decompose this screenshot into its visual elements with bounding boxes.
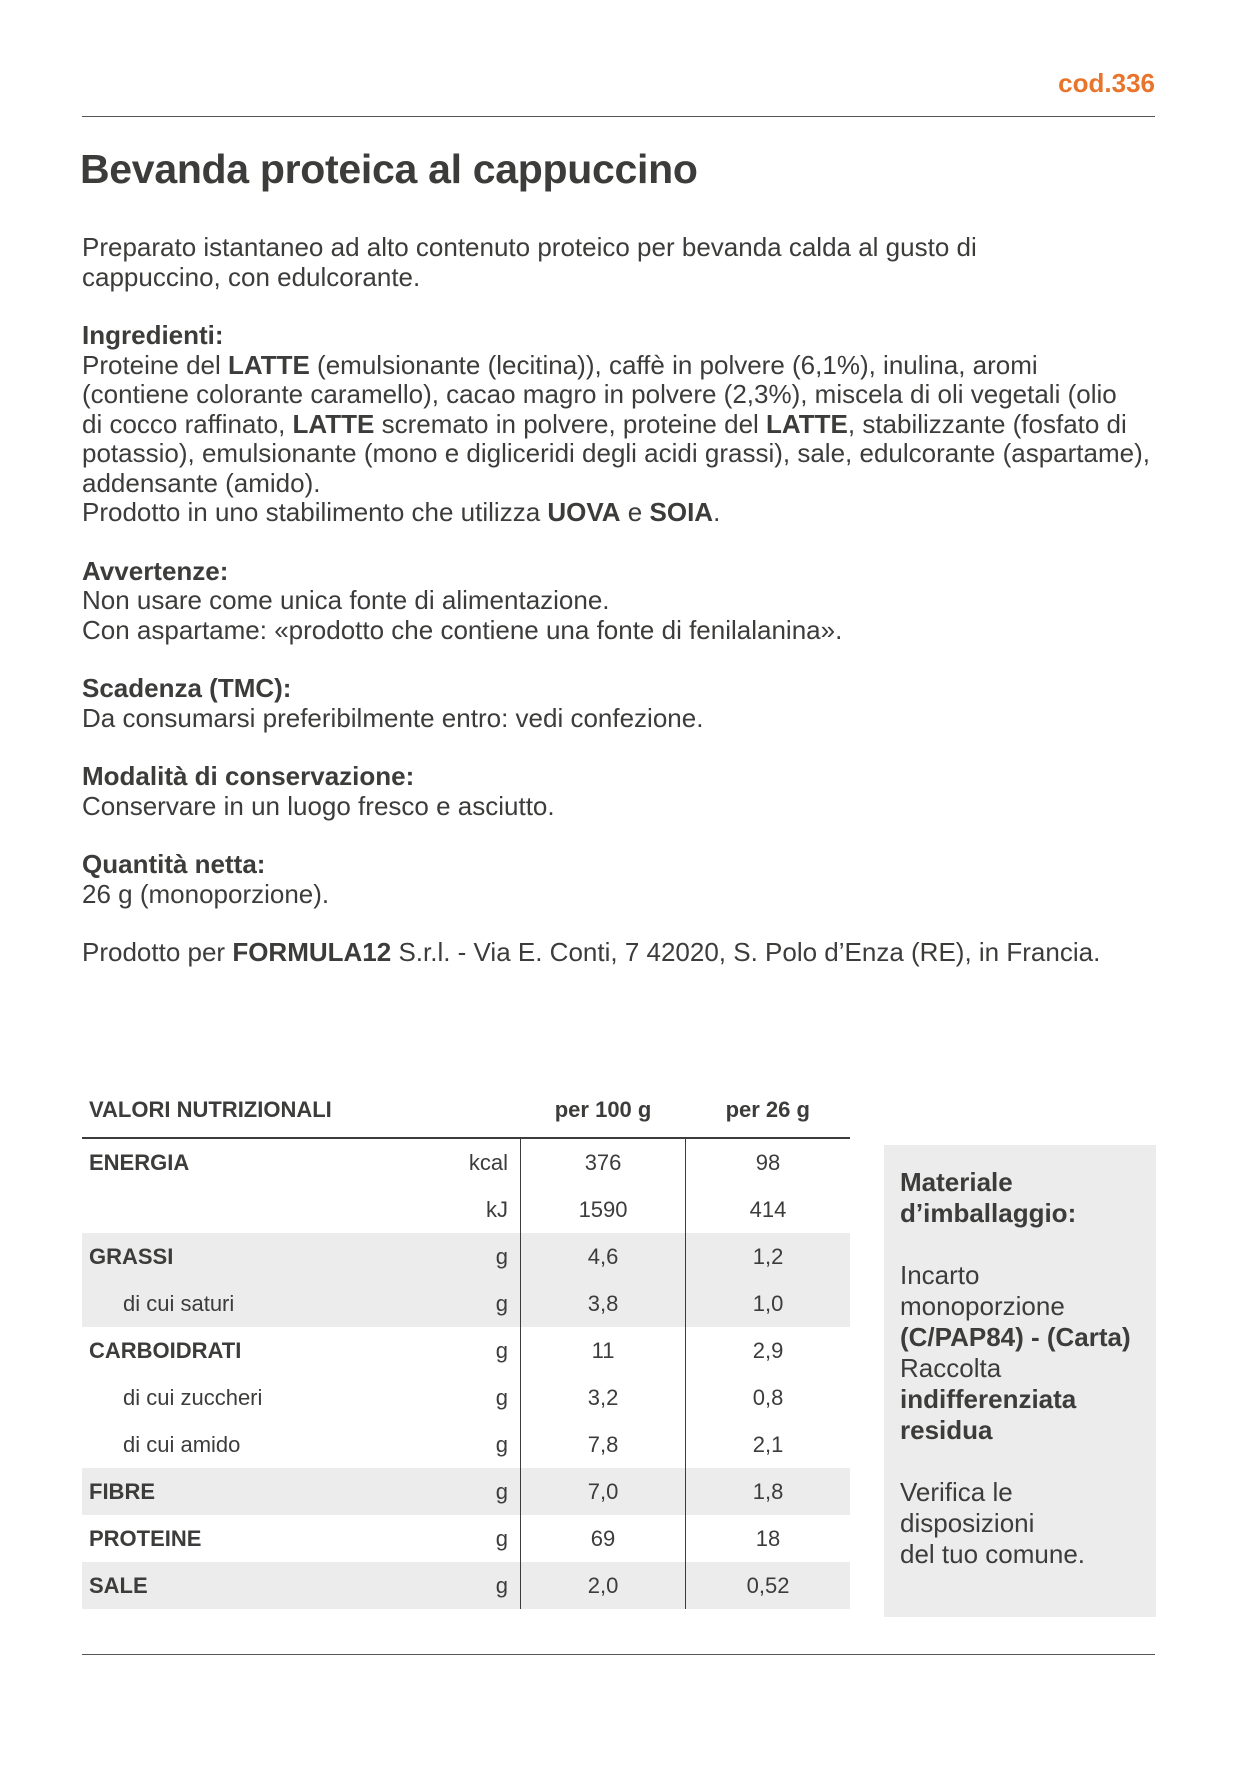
nutrient-unit: g	[451, 1280, 520, 1327]
nutrient-unit: g	[451, 1374, 520, 1421]
ingredients-line: di cocco raffinato, LATTE scremato in polvere, proteine del LATTE, stabilizzante (fosfato di	[82, 408, 1127, 439]
nutrient-value-26: 2,1	[752, 1431, 784, 1457]
table-row	[82, 1186, 850, 1233]
packaging-line: Verifica le	[900, 1477, 1013, 1507]
top-divider	[82, 116, 1155, 117]
quantity-heading: Quantità netta:	[82, 849, 266, 879]
packaging-title: Materiale	[900, 1167, 1013, 1197]
nutrient-value-26: 0,8	[752, 1384, 784, 1410]
allergen: LATTE	[766, 408, 848, 439]
packaging-line: monoporzione	[900, 1291, 1065, 1321]
nutrient-value-100: 7,0	[521, 1468, 686, 1515]
nutrition-header-name: VALORI NUTRIZIONALI	[89, 1097, 332, 1122]
nutrient-unit: g	[451, 1468, 520, 1515]
storage-text: Conservare in un luogo fresco e asciutto.	[82, 790, 555, 821]
nutrient-value-100: 376	[521, 1138, 686, 1186]
ingredients-line: Proteine del LATTE (emulsionante (lecitina)), caffè in polvere (6,1%), inulina, aromi	[82, 349, 1038, 380]
allergen: SOIA	[649, 497, 714, 527]
ingredients-line: (contiene colorante caramello), cacao magro in polvere (2,3%), miscela di oli vegetali (olio	[82, 379, 1117, 409]
nutrient-name: CARBOIDRATI	[89, 1337, 242, 1363]
packaging-line: residua	[900, 1415, 993, 1445]
nutrient-unit: g	[451, 1515, 520, 1562]
nutrient-unit: g	[451, 1327, 520, 1374]
table-row	[82, 1233, 850, 1280]
expiry-text: Da consumarsi preferibilmente entro: vedi confezione.	[82, 702, 704, 733]
producer-line: Prodotto per FORMULA12 S.r.l. - Via E. Conti, 7 42020, S. Polo d’Enza (RE), in Francia.	[82, 937, 1101, 967]
nutrient-value-100: 3,2	[521, 1374, 686, 1421]
storage-heading: Modalità di conservazione:	[82, 761, 415, 791]
table-row	[82, 1327, 850, 1374]
nutrient-value-26: 1,8	[686, 1468, 850, 1515]
expiry-heading: Scadenza (TMC):	[82, 673, 292, 703]
nutrition-header-per100: per 100 g	[554, 1097, 652, 1122]
nutrient-value-26: 1,0	[686, 1280, 850, 1327]
allergen: LATTE	[292, 408, 375, 439]
nutrient-value-100: 3,8	[521, 1280, 686, 1327]
packaging-line: Raccolta	[900, 1353, 1002, 1383]
allergen: LATTE	[227, 349, 310, 380]
packaging-line: Incarto	[900, 1260, 980, 1290]
nutrient-value-100: 7,8	[521, 1421, 686, 1468]
nutrient-name: SALE	[82, 1562, 451, 1609]
description-line: cappuccino, con edulcorante.	[82, 261, 421, 292]
nutrient-value-26: 2,9	[752, 1337, 784, 1363]
packaging-title: d’imballaggio:	[900, 1198, 1077, 1228]
producer-name: FORMULA12	[232, 937, 392, 967]
nutrient-value-26: 18	[755, 1525, 781, 1551]
allergen-notice: Prodotto in uno stabilimento che utilizza UOVA e SOIA.	[82, 497, 721, 527]
nutrient-name: ENERGIA	[82, 1138, 451, 1186]
nutrient-name: FIBRE	[82, 1468, 451, 1515]
table-row	[82, 1515, 850, 1562]
warning-line: Con aspartame: «prodotto che contiene una fonte di fenilalanina».	[82, 614, 843, 645]
quantity-text: 26 g (monoporzione).	[82, 878, 330, 909]
nutrient-unit: g	[451, 1562, 520, 1609]
table-row	[82, 1280, 850, 1327]
table-row	[82, 1562, 850, 1609]
nutrition-table	[82, 1097, 850, 1609]
nutrient-name: GRASSI	[82, 1233, 451, 1280]
product-info	[82, 233, 1162, 968]
nutrient-unit: kcal	[451, 1138, 520, 1186]
nutrient-name: di cui zuccheri	[123, 1384, 263, 1410]
nutrient-name: PROTEINE	[89, 1525, 202, 1551]
nutrient-name: di cui saturi	[82, 1280, 451, 1327]
packaging-line: del tuo comune.	[900, 1539, 1086, 1569]
table-row	[82, 1468, 850, 1515]
nutrient-unit: g	[451, 1421, 520, 1468]
nutrient-unit: kJ	[451, 1186, 520, 1233]
packaging-line: disposizioni	[900, 1508, 1035, 1538]
nutrient-value-100: 69	[521, 1515, 686, 1562]
table-row	[82, 1421, 850, 1468]
warning-line: Non usare come unica fonte di alimentazione.	[82, 585, 610, 615]
bottom-divider	[82, 1654, 1155, 1655]
nutrition-header-per26: per 26 g	[725, 1097, 810, 1122]
packaging-line: indifferenziata	[900, 1384, 1077, 1414]
nutrient-name	[82, 1186, 451, 1233]
nutrient-value-100: 1590	[521, 1186, 686, 1233]
nutrition-header-unit	[451, 1097, 520, 1138]
description-line: Preparato istantaneo ad alto contenuto proteico per bevanda calda al gusto di	[82, 232, 977, 262]
nutrient-name: di cui amido	[123, 1431, 241, 1457]
packaging-info-box	[884, 1145, 1156, 1617]
nutrition-header	[82, 1097, 850, 1138]
ingredients-line: addensante (amido).	[82, 467, 321, 498]
nutrient-value-100: 11	[521, 1327, 686, 1374]
allergen: UOVA	[547, 497, 621, 527]
warnings-heading: Avvertenze:	[82, 555, 229, 586]
nutrient-unit: g	[451, 1233, 520, 1280]
ingredients-line: potassio), emulsionante (mono e digliceridi degli acidi grassi), sale, edulcorante (aspartame),	[82, 438, 1150, 468]
nutrient-value-26: 98	[686, 1138, 850, 1186]
ingredients-heading: Ingredienti:	[82, 320, 224, 350]
page-title: Bevanda proteica al cappuccino	[80, 146, 698, 192]
nutrient-value-26: 0,52	[686, 1562, 850, 1609]
table-row	[82, 1374, 850, 1421]
product-code: cod.336	[1058, 68, 1155, 98]
table-row	[82, 1138, 850, 1186]
nutrient-value-26: 414	[749, 1196, 787, 1222]
nutrient-value-100: 4,6	[521, 1233, 686, 1280]
nutrient-value-100: 2,0	[521, 1562, 686, 1609]
packaging-material-code: (C/PAP84) - (Carta)	[900, 1322, 1131, 1352]
nutrient-value-26: 1,2	[686, 1233, 850, 1280]
